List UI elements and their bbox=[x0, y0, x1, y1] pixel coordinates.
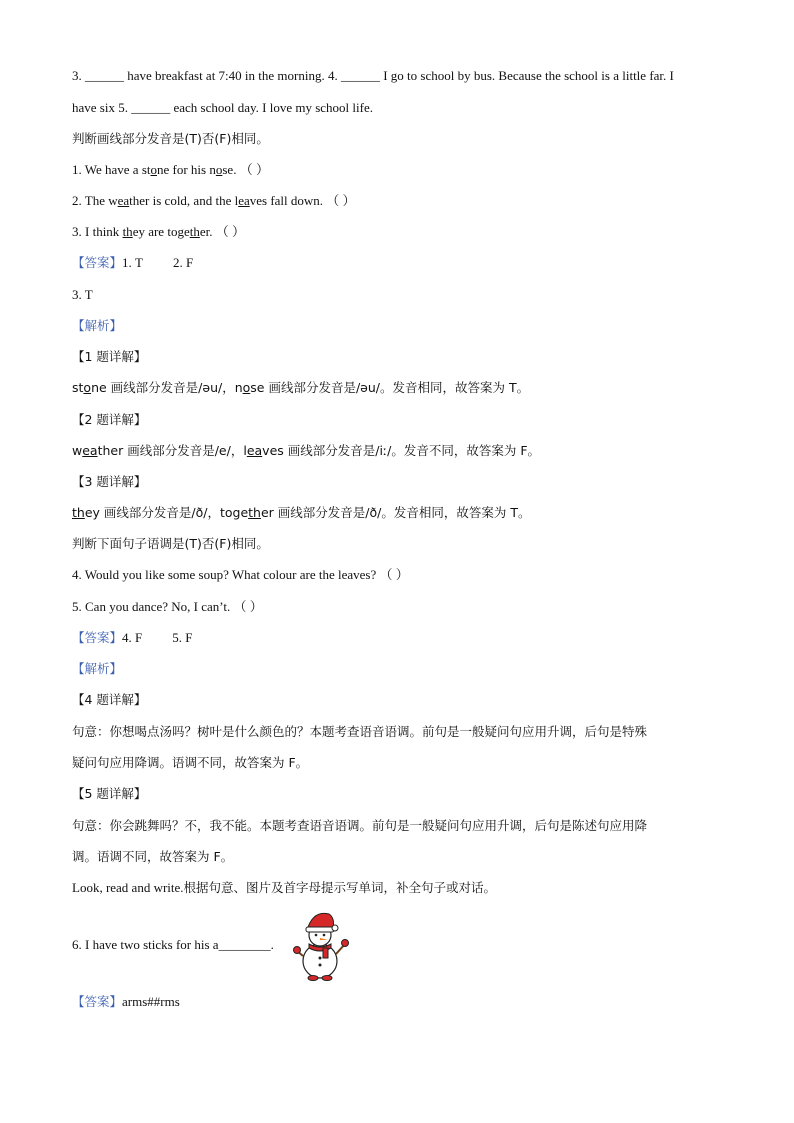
underlined-letters: th bbox=[72, 505, 85, 520]
snowman-icon bbox=[293, 906, 351, 982]
text: ne for his n bbox=[157, 162, 216, 177]
text: 【解析】 bbox=[72, 318, 123, 333]
intonation-question-4 bbox=[72, 567, 409, 583]
text: have six 5. ______ each school day. I love my school life. bbox=[72, 100, 373, 115]
text: 判断画线部分发音是(T)否(F)相同。 bbox=[72, 131, 269, 146]
pron-question-1 bbox=[72, 162, 269, 178]
text: ne 画线部分发音是/əu/，n bbox=[91, 380, 243, 395]
text: 疑问句应用降调。语调不同，故答案为 F。 bbox=[72, 755, 309, 770]
detail-heading-5 bbox=[72, 786, 146, 802]
question-line-3 bbox=[72, 68, 674, 84]
answer-line-6 bbox=[72, 994, 180, 1010]
text: Look, read and write. bbox=[72, 880, 184, 895]
answer-label: 【答案】 bbox=[72, 994, 123, 1009]
answer-line-3 bbox=[72, 287, 93, 303]
text: 【1 题详解】 bbox=[72, 349, 147, 364]
text: w bbox=[72, 443, 83, 458]
text: er 画线部分发音是/ð/。发音相同，故答案为 T。 bbox=[260, 505, 531, 520]
underlined-letters: th bbox=[248, 505, 261, 520]
text: 4. Would you like some soup? What colour are the leaves? （ ） bbox=[72, 567, 409, 582]
answer-label: 【答案】 bbox=[72, 255, 123, 270]
text: 3. ______ have breakfast at 7:40 in the morning. 4. ______ I go to school by bus. Because the school is a little far. I bbox=[72, 68, 674, 83]
answer-value: 3. T bbox=[72, 287, 93, 302]
text: ves fall down. （ ） bbox=[249, 193, 356, 208]
text: ey are toge bbox=[132, 224, 190, 239]
section-instruction-intonation bbox=[72, 536, 269, 552]
detail-heading-4 bbox=[72, 692, 146, 708]
intonation-question-5 bbox=[72, 599, 263, 615]
detail-text-4b bbox=[72, 755, 308, 771]
underlined-letters: o bbox=[150, 162, 157, 177]
text: 【3 题详解】 bbox=[72, 474, 147, 489]
text: 【解析】 bbox=[72, 661, 123, 676]
underlined-letters: o bbox=[83, 380, 92, 395]
text: ey 画线部分发音是/ð/，toge bbox=[84, 505, 249, 520]
answer-value: 1. T bbox=[122, 255, 143, 270]
answer-label: 【答案】 bbox=[72, 630, 123, 645]
underlined-letters: th bbox=[122, 224, 133, 239]
text: 2. The w bbox=[72, 193, 118, 208]
underlined-letters: o bbox=[215, 162, 223, 177]
answer-line-4-5 bbox=[72, 630, 192, 646]
detail-text-1 bbox=[72, 380, 529, 396]
write-question-6 bbox=[72, 937, 274, 953]
text: ther 画线部分发音是/e/，l bbox=[97, 443, 247, 458]
text: st bbox=[72, 380, 84, 395]
underlined-letters: ea bbox=[238, 193, 250, 208]
detail-text-5b bbox=[72, 849, 233, 865]
text: se 画线部分发音是/əu/。发音相同，故答案为 T。 bbox=[250, 380, 530, 395]
text: 3. I think bbox=[72, 224, 123, 239]
analysis-label bbox=[72, 661, 122, 677]
pron-question-2 bbox=[72, 193, 356, 209]
answer-value: 5. F bbox=[172, 630, 193, 645]
text: 1. We have a st bbox=[72, 162, 151, 177]
text: 5. Can you dance? No, I can’t. （ ） bbox=[72, 599, 263, 614]
text: 根据句意、图片及首字母提示写单词，补全句子或对话。 bbox=[183, 880, 497, 895]
detail-heading-2 bbox=[72, 412, 146, 428]
detail-text-3 bbox=[72, 505, 530, 521]
detail-text-4a bbox=[72, 724, 647, 740]
text: 句意：你想喝点汤吗？树叶是什么颜色的？本题考查语音语调。前句是一般疑问句应用升调，后句是特殊 bbox=[72, 724, 648, 739]
text: er. （ ） bbox=[199, 224, 245, 239]
underlined-letters: ea bbox=[82, 443, 98, 458]
text: 调。语调不同，故答案为 F。 bbox=[72, 849, 234, 864]
question-line-5 bbox=[72, 100, 373, 116]
text: ves 画线部分发音是/iː/。发音不同，故答案为 F。 bbox=[262, 443, 541, 458]
text: 判断下面句子语调是(T)否(F)相同。 bbox=[72, 536, 269, 551]
underlined-letters: ea bbox=[117, 193, 130, 208]
section-instruction-pronunciation bbox=[72, 131, 269, 147]
text: 句意：你会跳舞吗？不，我不能。本题考查语音语调。前句是一般疑问句应用升调，后句是陈述句应用降 bbox=[72, 818, 648, 833]
text: 【4 题详解】 bbox=[72, 692, 147, 707]
answer-value: 2. F bbox=[172, 255, 194, 270]
analysis-label bbox=[72, 318, 122, 334]
text: se. （ ） bbox=[222, 162, 269, 177]
text: 【2 题详解】 bbox=[72, 412, 147, 427]
answer-line-1-2 bbox=[72, 255, 193, 271]
pron-question-3 bbox=[72, 224, 245, 240]
answer-value: 4. F bbox=[122, 630, 143, 645]
underlined-letters: ea bbox=[246, 443, 263, 458]
detail-heading-3 bbox=[72, 474, 146, 490]
section-instruction-write bbox=[72, 880, 496, 896]
detail-text-2 bbox=[72, 443, 540, 459]
text: 6. I have two sticks for his a________. bbox=[72, 937, 274, 952]
text: ther is cold, and the l bbox=[129, 193, 239, 208]
underlined-letters: o bbox=[242, 380, 251, 395]
underlined-letters: th bbox=[189, 224, 200, 239]
answer-value: arms##rms bbox=[122, 994, 180, 1009]
detail-heading-1 bbox=[72, 349, 146, 365]
text: 【5 题详解】 bbox=[72, 786, 147, 801]
detail-text-5a bbox=[72, 818, 647, 834]
